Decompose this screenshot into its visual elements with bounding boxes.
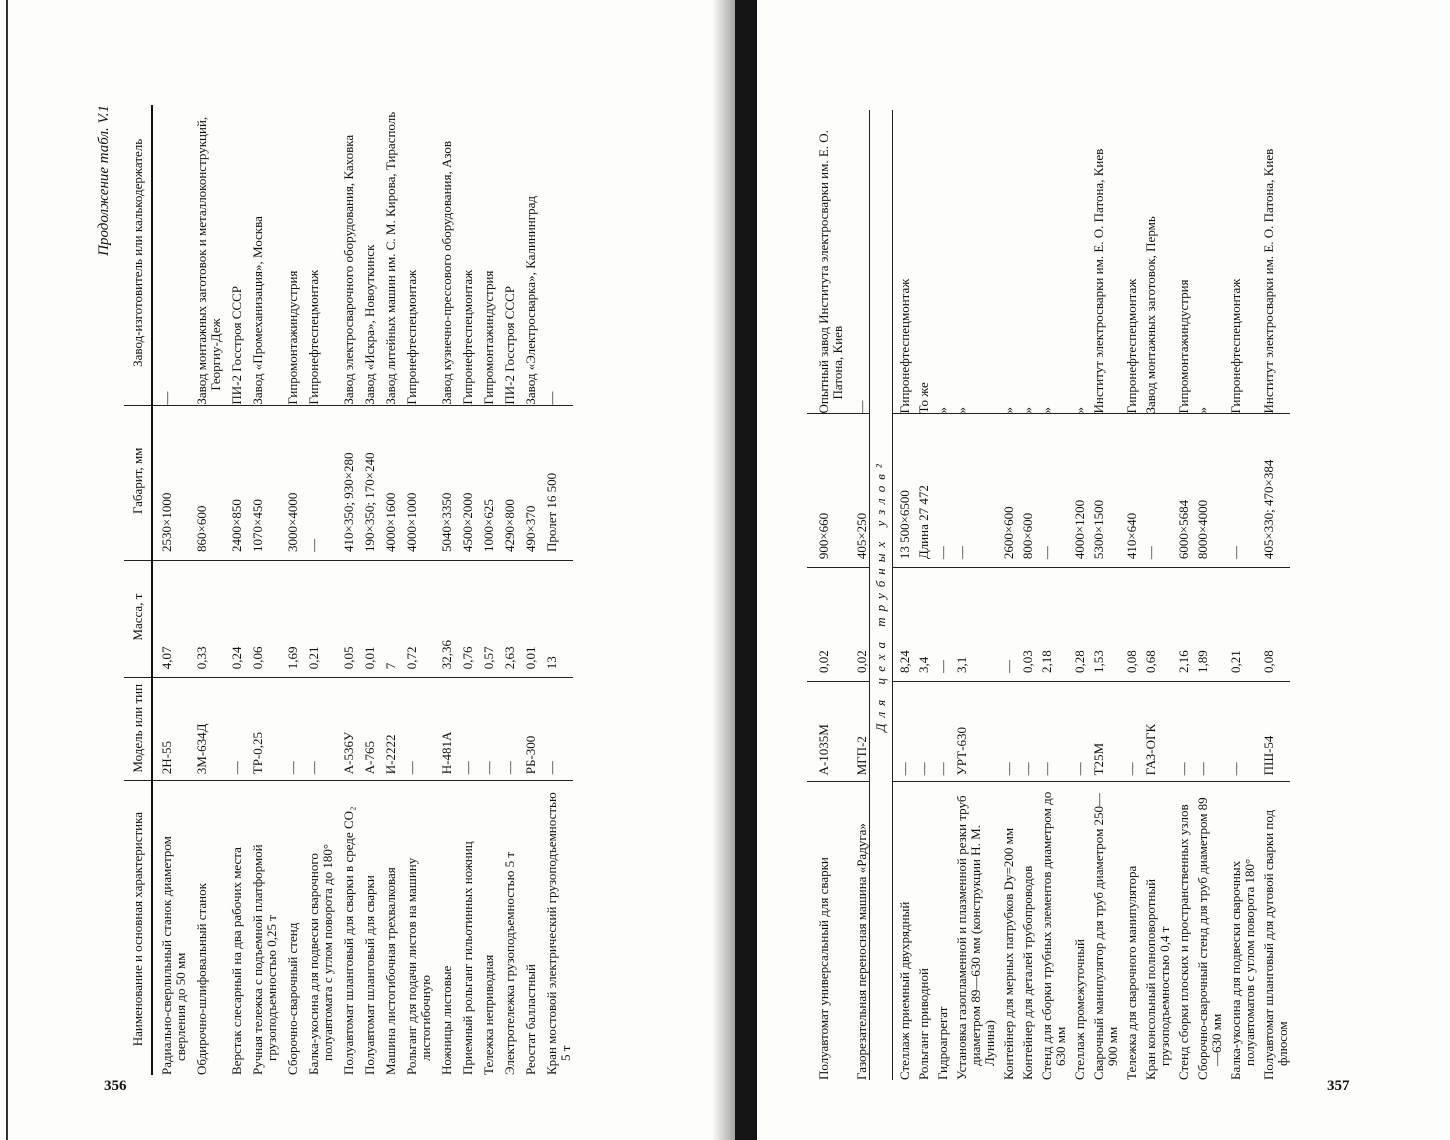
book-gutter <box>735 0 757 1140</box>
cell-maker: — <box>538 105 573 405</box>
spine-shadow <box>712 0 735 1140</box>
table-row <box>912 110 931 1080</box>
cell-size: 405×330; 470×384 <box>1257 414 1290 568</box>
cell-model: — <box>1120 682 1139 782</box>
table-row <box>1068 110 1087 1080</box>
table-row <box>893 110 913 1080</box>
header-maker: Завод-изготовитель или калькодержатель <box>124 105 152 405</box>
cell-maker: Завод «Промеханизация», Москва <box>244 105 279 405</box>
cell-size: 2400×850 <box>223 405 244 560</box>
table-header-row <box>124 105 152 1075</box>
cell-mass: 0,08 <box>1120 568 1139 682</box>
header-size: Габарит, мм <box>124 405 152 560</box>
table-row <box>188 105 223 1075</box>
cell-model: — <box>496 678 517 781</box>
cell-maker: Завод «Искра», Новоуткинск <box>356 105 377 405</box>
header-mass: Масса, т <box>124 561 152 678</box>
cell-size: 4000×1200 <box>1068 414 1087 568</box>
cell-name: Приемный рольганг гильотинных ножниц <box>460 841 475 1075</box>
cell-model: — <box>893 682 913 782</box>
cell-name: Машина листогибочная трехвалковая <box>383 867 398 1075</box>
cell-maker: Завод электросварочного оборудования, Каховка <box>335 105 356 405</box>
cell-name: Полуавтомат универсальный для сварки <box>816 857 831 1080</box>
cell-size: 1070×450 <box>244 405 279 560</box>
cell-size: 490×370 <box>517 405 538 560</box>
cell-size: Длина 27 472 <box>912 414 931 568</box>
table-row <box>398 105 433 1075</box>
cell-model: — <box>1172 682 1191 782</box>
cell-mass: 0,33 <box>188 561 223 678</box>
cell-mass: 32,36 <box>433 561 454 678</box>
cell-mass: 0,08 <box>1257 568 1290 682</box>
cell-model: — <box>1016 682 1035 782</box>
cell-maker: Гипронефтеспецмонтаж <box>300 105 335 405</box>
cell-model: — <box>454 678 475 781</box>
cell-name: Тележка для сварочного манипулятора <box>1124 865 1139 1080</box>
table-row <box>538 105 573 1075</box>
cell-name: Стеллаж приемный двухрядный <box>897 901 912 1080</box>
rotated-table-block <box>807 110 1290 1080</box>
cell-size: 405×250 <box>845 414 870 568</box>
cell-model: — <box>223 678 244 781</box>
cell-maker: » <box>1068 110 1087 414</box>
cell-mass: 0,05 <box>335 561 356 678</box>
equipment-table <box>124 105 573 1075</box>
cell-maker: Завод монтажных заготовок, Пермь <box>1139 110 1172 414</box>
cell-name: Стенд сборки плоских и пространственных узлов <box>1176 804 1191 1080</box>
cell-name: Балка-укосина для подвески сварочных полуавтоматов с углом поворота 180° <box>1228 858 1257 1080</box>
cell-name: Кран консольный полноповоротный грузоподъемностью 0,4 т <box>1143 878 1172 1080</box>
table-row <box>152 105 188 1075</box>
cell-name: Рольганг для подачи листов на машину листогибочную <box>404 857 433 1075</box>
cell-mass: 3,1 <box>950 568 997 682</box>
cell-size: — <box>950 414 997 568</box>
cell-model: 2Н-55 <box>152 678 188 781</box>
header-name: Наименование и основная характеристика <box>124 781 152 1075</box>
cell-maker: Завод литейных машин им. С. М. Кирова, Тирасполь <box>377 105 398 405</box>
cell-size: 3000×4000 <box>279 405 300 560</box>
cell-maker: Опытный завод Института электросварки им. Е. О. Патона, Киев <box>807 110 845 414</box>
cell-maker: » <box>931 110 950 414</box>
cell-mass: 0,21 <box>1224 568 1257 682</box>
cell-mass: 8,24 <box>893 568 913 682</box>
cell-maker: Гипронефтеспецмонтаж <box>454 105 475 405</box>
cell-mass: 0,24 <box>223 561 244 678</box>
cell-size: 8000×4000 <box>1191 414 1224 568</box>
cell-mass: 2,16 <box>1172 568 1191 682</box>
table-body-top <box>807 110 870 1080</box>
cell-size: 4000×1600 <box>377 405 398 560</box>
table-row <box>433 105 454 1075</box>
cell-model: — <box>931 682 950 782</box>
cell-mass: 13 <box>538 561 573 678</box>
cell-name: Стенд для сборки трубных элементов диаметром до 630 мм <box>1039 791 1068 1080</box>
cell-size: 900×660 <box>807 414 845 568</box>
cell-size: — <box>1139 414 1172 568</box>
cell-mass: 0,76 <box>454 561 475 678</box>
cell-model: УРТ-630 <box>950 682 997 782</box>
cell-mass: 0,02 <box>807 568 845 682</box>
table-row <box>950 110 997 1080</box>
cell-name: Установка газопламенной и плазменной резки труб диаметром 89—630 мм (конструкции Н. М. Лунина) <box>954 795 997 1080</box>
header-model: Модель или тип <box>124 678 152 781</box>
cell-maker: Институт электросварки им. Е. О. Патона, Киев <box>1087 110 1120 414</box>
cell-maker: ПИ-2 Госстроя СССР <box>496 105 517 405</box>
cell-size: 190×350; 170×240 <box>356 405 377 560</box>
table-row <box>1035 110 1068 1080</box>
cell-mass: — <box>931 568 950 682</box>
table-row <box>1224 110 1257 1080</box>
table-row <box>356 105 377 1075</box>
cell-model: Т25М <box>1087 682 1120 782</box>
cell-name: Тележка неприводная <box>481 954 496 1075</box>
table-row <box>475 105 496 1075</box>
table-row <box>931 110 950 1080</box>
cell-size: 13 500×6500 <box>893 414 913 568</box>
cell-mass: 1,89 <box>1191 568 1224 682</box>
cell-name: Полуавтомат шланговый для дуговой сварки под флюсом <box>1261 809 1290 1080</box>
running-head: Продолжение табл. V.1 <box>96 105 112 256</box>
cell-maker: » <box>1016 110 1035 414</box>
cell-model: А-765 <box>356 678 377 781</box>
table-body <box>893 110 1291 1080</box>
cell-maker: Институт электросварки им. Е. О. Патона, Киев <box>1257 110 1290 414</box>
cell-mass: 7 <box>377 561 398 678</box>
table-row <box>335 105 356 1075</box>
table-row <box>1257 110 1290 1080</box>
cell-model: Н-481А <box>433 678 454 781</box>
cell-size: 5040×3350 <box>433 405 454 560</box>
table-row <box>1016 110 1035 1080</box>
cell-mass: 1,53 <box>1087 568 1120 682</box>
cell-model: — <box>1191 682 1224 782</box>
table-row <box>300 105 335 1075</box>
cell-name: Верстак слесарный на два рабочих места <box>229 847 244 1075</box>
table-row <box>1120 110 1139 1080</box>
page-number: 357 <box>1327 1078 1350 1094</box>
cell-name: Рольганг приводной <box>916 968 931 1080</box>
table-row <box>1191 110 1224 1080</box>
cell-maker: То же <box>912 110 931 414</box>
cell-mass: 3,4 <box>912 568 931 682</box>
cell-model: — <box>398 678 433 781</box>
cell-mass: 0,21 <box>300 561 335 678</box>
cell-size: Пролет 16 500 <box>538 405 573 560</box>
cell-model: ПШ-54 <box>1257 682 1290 782</box>
table-row <box>279 105 300 1075</box>
cell-maker: » <box>950 110 997 414</box>
cell-maker: Гипромонтажиндустрия <box>475 105 496 405</box>
cell-size: 2600×600 <box>997 414 1016 568</box>
cell-size: 6000×5684 <box>1172 414 1191 568</box>
cell-name: Ручная тележка с подъемной платформой грузоподъемностью 0,25 т <box>250 844 279 1075</box>
cell-size: 4000×1000 <box>398 405 433 560</box>
cell-name: Стеллаж промежуточный <box>1072 939 1087 1080</box>
cell-mass: 4,07 <box>152 561 188 678</box>
cell-model: — <box>1224 682 1257 782</box>
cell-model: — <box>997 682 1016 782</box>
cell-mass: 0,28 <box>1068 568 1087 682</box>
cell-maker: Завод кузнечно-прессового оборудования, Азов <box>433 105 454 405</box>
cell-mass: 0,06 <box>244 561 279 678</box>
cell-mass: 0,01 <box>356 561 377 678</box>
cell-maker: Гипронефтеспецмонтаж <box>893 110 913 414</box>
cell-name: Балка-укосина для подвески сварочного полуавтомата с углом поворота до 180° <box>306 843 335 1075</box>
page-edge-line <box>6 0 8 1140</box>
cell-model: — <box>279 678 300 781</box>
right-page <box>757 0 1450 1140</box>
cell-name: Полуавтомат шланговый для сварки <box>362 875 377 1075</box>
cell-mass: 0,68 <box>1139 568 1172 682</box>
section-row <box>870 110 893 1080</box>
cell-name: Обдирочно-шлифовальный станок <box>194 883 209 1075</box>
cell-size: 2530×1000 <box>152 405 188 560</box>
cell-size: 410×640 <box>1120 414 1139 568</box>
cell-model: — <box>538 678 573 781</box>
cell-model: — <box>1068 682 1087 782</box>
cell-name: Контейнер для мерных патрубков Dy=200 мм <box>1001 827 1016 1080</box>
cell-name: Полуавтомат шланговый для сварки в среде CO₂ <box>341 806 356 1075</box>
cell-maker: — <box>845 110 870 414</box>
cell-maker: — <box>152 105 188 405</box>
table-row <box>454 105 475 1075</box>
cell-mass: 0,57 <box>475 561 496 678</box>
equipment-table-continued <box>807 110 1290 1080</box>
cell-maker: Гипронефтеспецмонтаж <box>1224 110 1257 414</box>
cell-name: Радиально-сверлильный станок диаметром сверления до 50 мм <box>159 836 188 1075</box>
table-row <box>244 105 279 1075</box>
cell-size: 4500×2000 <box>454 405 475 560</box>
cell-size: 5300×1500 <box>1087 414 1120 568</box>
table-row <box>997 110 1016 1080</box>
cell-name: Сварочный манипулятор для труб диаметром 250—900 мм <box>1091 792 1120 1080</box>
rotated-table-block <box>92 105 573 1075</box>
cell-model: РБ-300 <box>517 678 538 781</box>
cell-size: 1000×625 <box>475 405 496 560</box>
table-row <box>1172 110 1191 1080</box>
cell-mass: 2,63 <box>496 561 517 678</box>
cell-name: Ножницы листовые <box>439 965 454 1075</box>
cell-name: Электротележка грузоподъемностью 5 т <box>502 852 517 1075</box>
cell-size: 800×600 <box>1016 414 1035 568</box>
cell-name: Кран мостовой электрический грузоподъемностью 5 т <box>544 792 573 1075</box>
cell-maker: » <box>1191 110 1224 414</box>
table-row <box>223 105 244 1075</box>
cell-name: Контейнер для деталей трубопроводов <box>1020 865 1035 1080</box>
cell-maker: Гипронефтеспецмонтаж <box>1120 110 1139 414</box>
cell-model: 3М-634Д <box>188 678 223 781</box>
cell-name: Газорезательная переносная машина «Радуга» <box>854 823 869 1080</box>
table-row <box>517 105 538 1075</box>
table-row <box>377 105 398 1075</box>
cell-model: ТР-0,25 <box>244 678 279 781</box>
cell-size: 4290×800 <box>496 405 517 560</box>
cell-model: МГП-2 <box>845 682 870 782</box>
cell-mass: 0,72 <box>398 561 433 678</box>
cell-size: — <box>931 414 950 568</box>
cell-mass: 0,02 <box>845 568 870 682</box>
cell-maker: Гипронефтеспецмонтаж <box>398 105 433 405</box>
section-title: Для цеха трубных узлов² <box>870 110 893 1080</box>
cell-name: Сборочно-сварочный стенд <box>285 922 300 1075</box>
cell-maker: ПИ-2 Госстроя СССР <box>223 105 244 405</box>
cell-name: Реостат балластный <box>523 964 538 1075</box>
cell-model: — <box>912 682 931 782</box>
cell-name: Сборочно-сварочный стенд для труб диаметром 89—630 мм <box>1195 797 1224 1080</box>
cell-size: — <box>300 405 335 560</box>
cell-maker: Гипромонтажиндустрия <box>1172 110 1191 414</box>
page-number: 356 <box>104 1078 127 1094</box>
cell-mass: 2,18 <box>1035 568 1068 682</box>
cell-mass: 1,69 <box>279 561 300 678</box>
table-row <box>1087 110 1120 1080</box>
cell-maker: » <box>1035 110 1068 414</box>
table-body <box>152 105 573 1075</box>
table-row <box>496 105 517 1075</box>
cell-mass: 0,03 <box>1016 568 1035 682</box>
cell-model: — <box>475 678 496 781</box>
cell-model: А-1035М <box>807 682 845 782</box>
cell-maker: » <box>997 110 1016 414</box>
cell-mass: 0,01 <box>517 561 538 678</box>
table-row <box>807 110 845 1080</box>
cell-size: 410×350; 930×280 <box>335 405 356 560</box>
cell-maker: Завод монтажных заготовок и металлоконструкций, Георгиу-Деж <box>188 105 223 405</box>
cell-maker: Гипромонтажиндустрия <box>279 105 300 405</box>
cell-size: 860×600 <box>188 405 223 560</box>
cell-model: ГАЗ-ОГК <box>1139 682 1172 782</box>
cell-name: Гидроагрегат <box>935 1006 950 1080</box>
cell-size: — <box>1035 414 1068 568</box>
cell-maker: Завод «Электросварка», Калининград <box>517 105 538 405</box>
table-row <box>845 110 870 1080</box>
cell-model: А-536У <box>335 678 356 781</box>
table-row <box>1139 110 1172 1080</box>
cell-size: — <box>1224 414 1257 568</box>
cell-model: — <box>1035 682 1068 782</box>
cell-model: — <box>300 678 335 781</box>
cell-mass: — <box>997 568 1016 682</box>
cell-model: И-2222 <box>377 678 398 781</box>
